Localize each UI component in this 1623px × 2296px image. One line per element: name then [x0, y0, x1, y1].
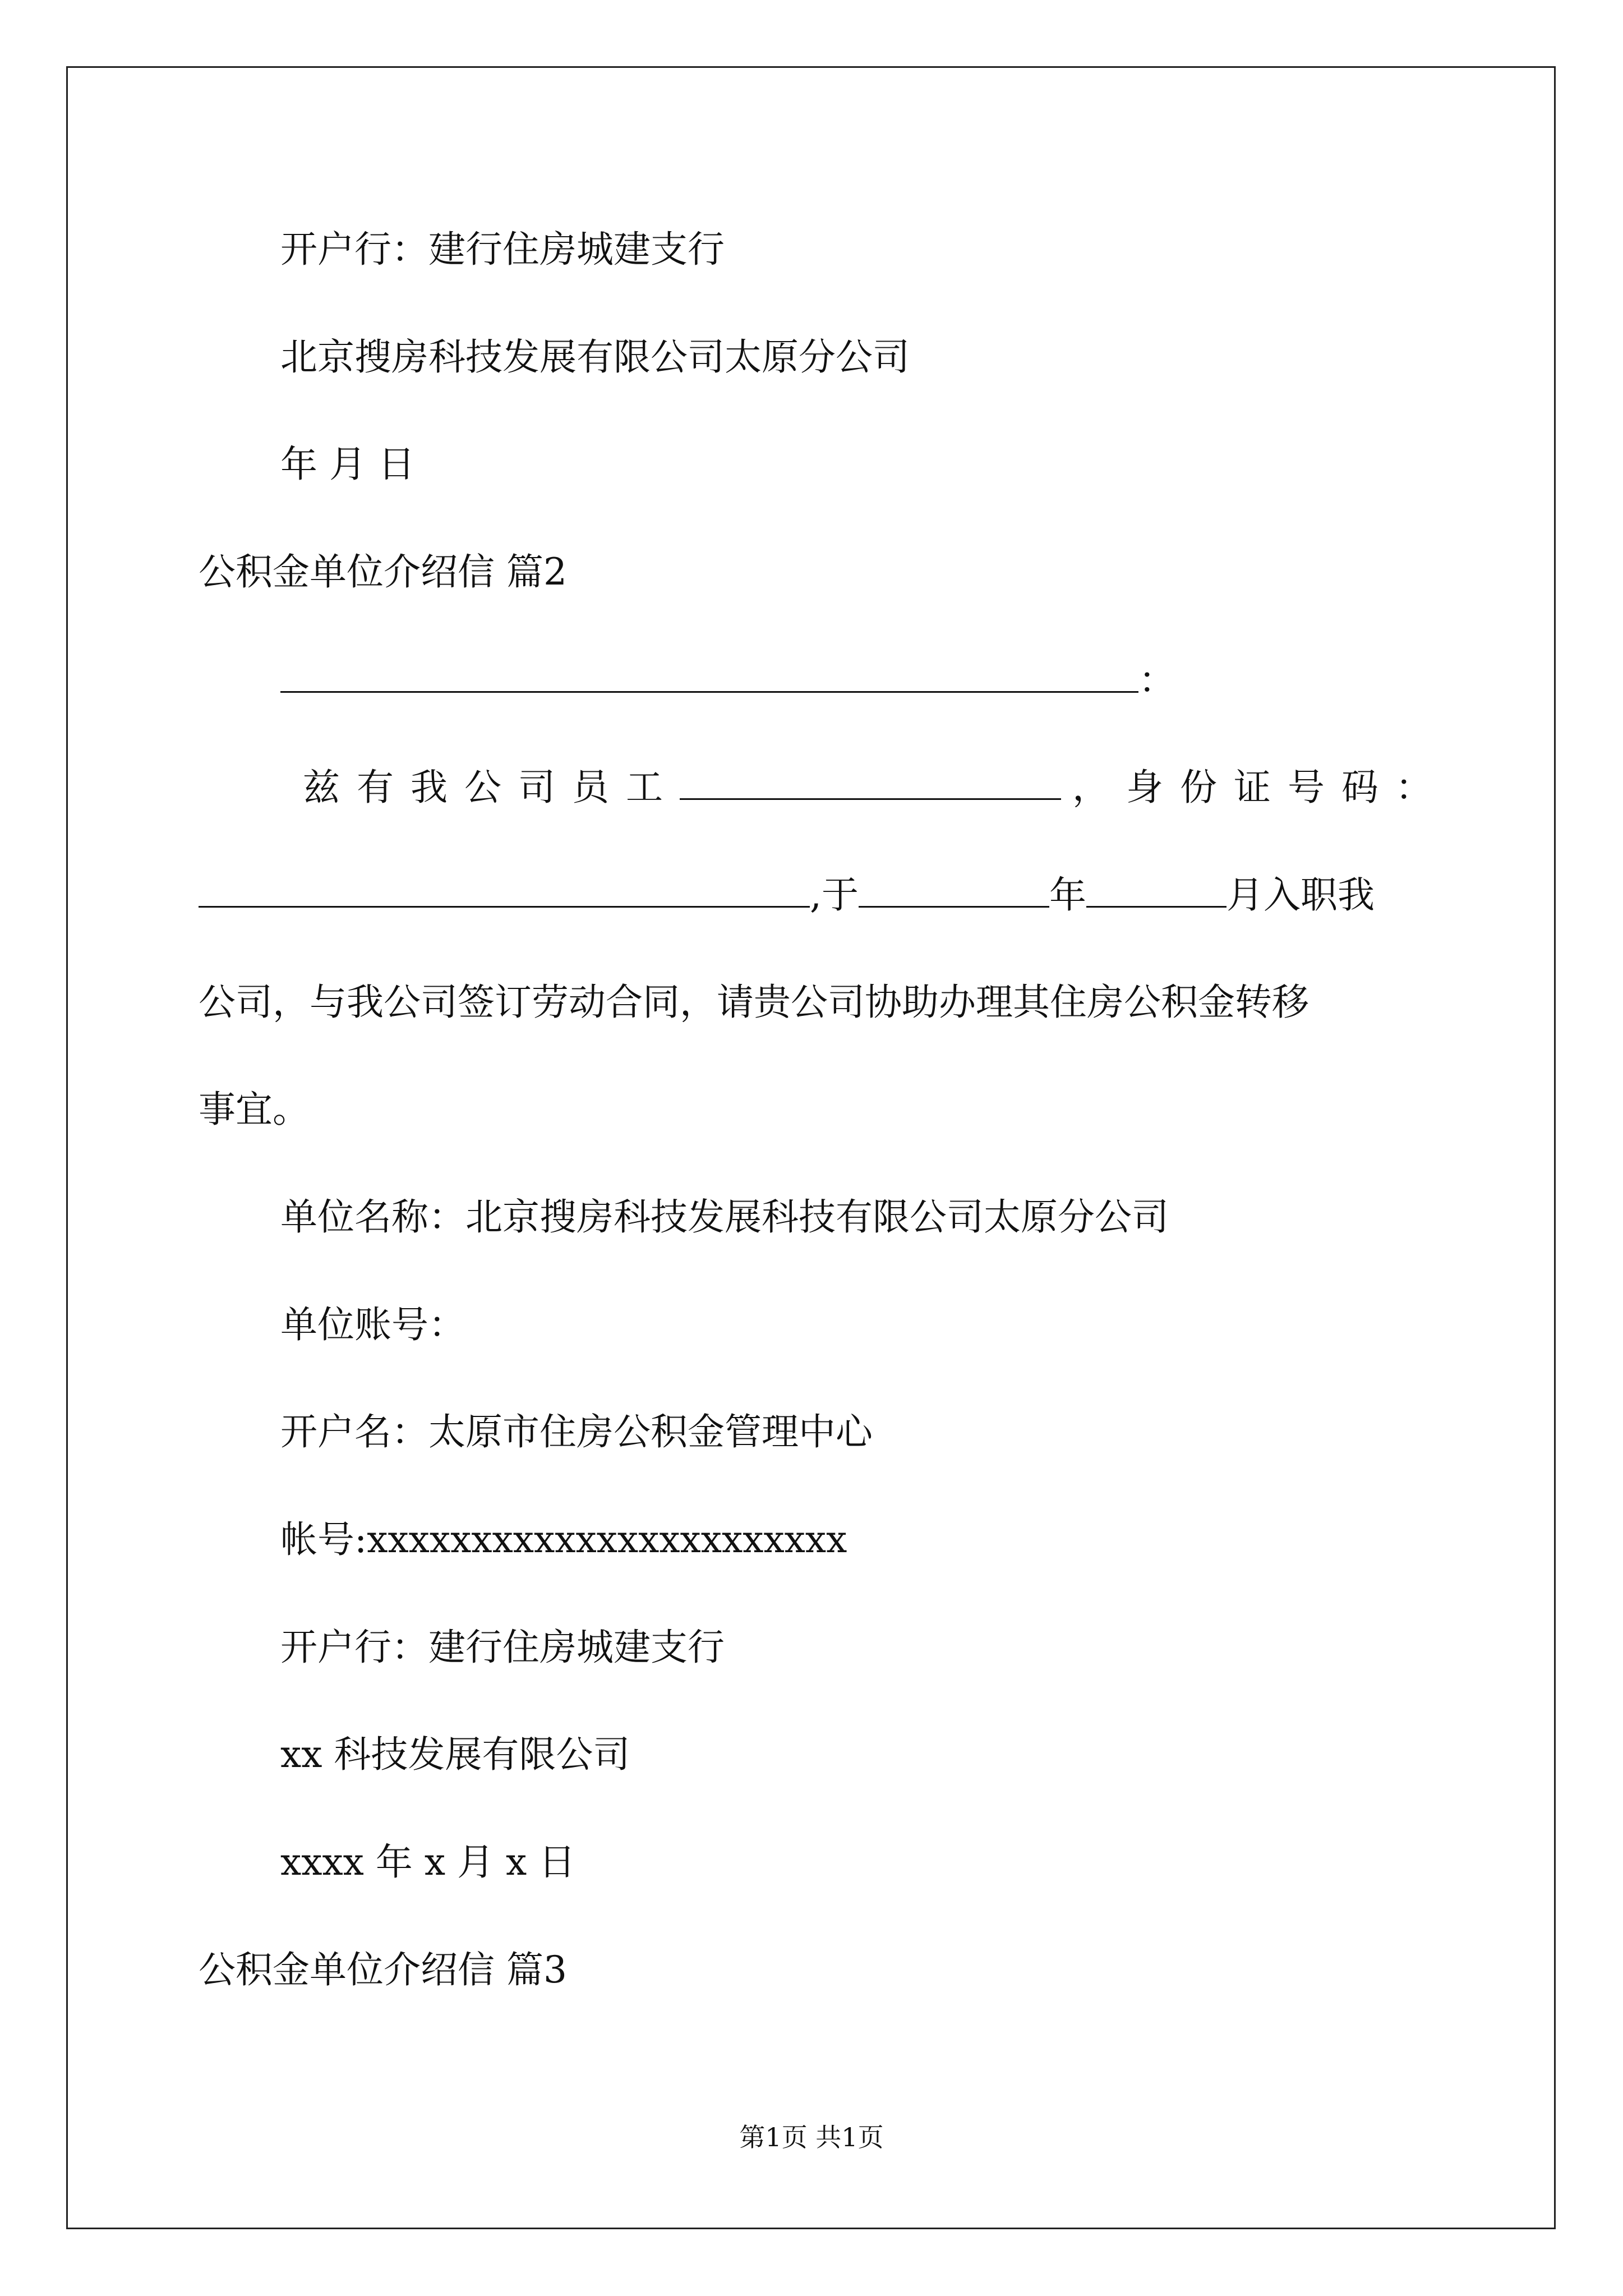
account-number-line: 帐号:xxxxxxxxxxxxxxxxxxxxxxx	[280, 1518, 847, 1561]
page-footer: 第1页 共1页	[739, 2122, 884, 2152]
company-line-2: xx 科技发展有限公司	[280, 1733, 630, 1776]
body-line-3: 公司，与我公司签订劳动合同，请贵公司协助办理其住房公积金转移	[199, 981, 1309, 1024]
body-text-e: 月入职我	[1226, 873, 1375, 917]
body-text-c: ,于	[810, 873, 859, 917]
section-heading-3: 公积金单位介绍信 篇3	[199, 1948, 567, 1991]
salutation-line	[280, 657, 1175, 703]
employee-name-blank	[680, 765, 1061, 800]
date-line-2: xxxx 年 x 月 x 日	[280, 1841, 576, 1884]
company-line: 北京搜房科技发展有限公司太原分公司	[280, 335, 910, 379]
year-blank	[859, 872, 1049, 908]
recipient-blank	[280, 657, 1138, 693]
page-border	[66, 66, 1556, 2229]
bank-line-2: 开户行：建行住房城建支行	[280, 1626, 725, 1669]
section-heading-2: 公积金单位介绍信 篇2	[199, 550, 567, 593]
account-name-line: 开户名：太原市住房公积金管理中心	[280, 1410, 873, 1453]
date-line: 年 月 日	[280, 443, 415, 486]
body-line-4: 事宜。	[199, 1088, 310, 1131]
body-text-a: 兹有我公司员工	[303, 766, 680, 809]
body-line-2	[199, 872, 1375, 918]
unit-account-line: 单位账号：	[280, 1303, 465, 1346]
salutation-colon: ：	[1138, 659, 1175, 702]
unit-name-line: 单位名称：北京搜房科技发展科技有限公司太原分公司	[280, 1195, 1169, 1239]
body-text-d: 年	[1049, 873, 1086, 917]
body-text-b: ，身份证号码：	[1072, 766, 1449, 809]
bank-line: 开户行：建行住房城建支行	[280, 228, 725, 271]
month-blank	[1086, 872, 1227, 908]
body-line-1	[303, 765, 1449, 810]
id-number-blank	[199, 872, 810, 908]
